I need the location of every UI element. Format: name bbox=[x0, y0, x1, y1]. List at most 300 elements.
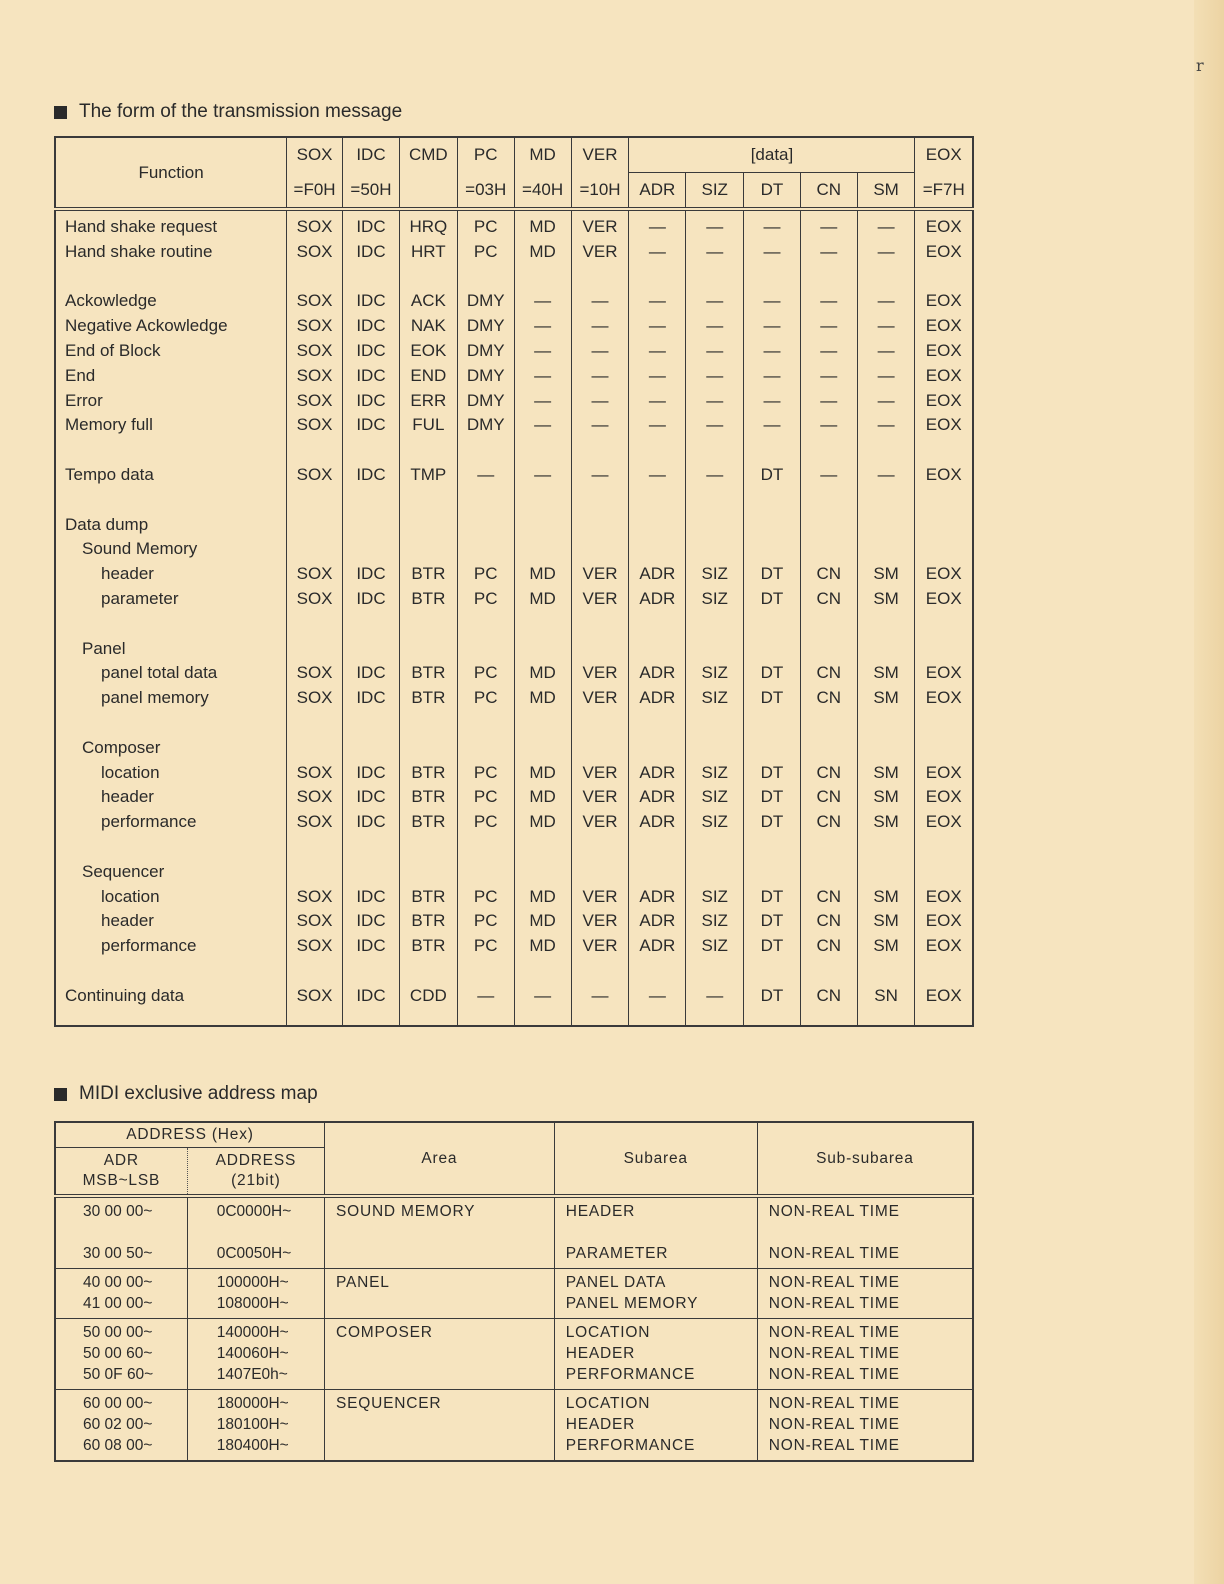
cell-sm: — bbox=[857, 463, 915, 488]
table-row bbox=[55, 364, 973, 389]
spacer-cell bbox=[399, 835, 457, 860]
cell-siz bbox=[686, 860, 744, 885]
spacer-cell bbox=[744, 711, 801, 736]
cell-idc bbox=[343, 860, 400, 885]
cell-eox: EOX bbox=[915, 240, 973, 265]
cell-cmd: END bbox=[399, 364, 457, 389]
subarea-cell: LOCATION bbox=[554, 1390, 757, 1415]
cell-idc: IDC bbox=[343, 413, 400, 438]
spacer-cell bbox=[857, 438, 915, 463]
cell-pc: PC bbox=[457, 810, 514, 835]
cell-cn: CN bbox=[800, 885, 857, 910]
cell-dt: — bbox=[744, 389, 801, 414]
cell-adr: ADR bbox=[629, 885, 686, 910]
cell-dt bbox=[744, 513, 801, 538]
spacer-row bbox=[55, 438, 973, 463]
spacer-cell bbox=[287, 438, 343, 463]
cell-cn: CN bbox=[800, 934, 857, 959]
padding-cell bbox=[744, 1009, 801, 1026]
spacer-cell bbox=[915, 835, 973, 860]
function-cell: location bbox=[55, 885, 287, 910]
cell-eox: EOX bbox=[915, 984, 973, 1009]
cell-sm: — bbox=[857, 209, 915, 240]
cell-idc: IDC bbox=[343, 314, 400, 339]
adr-cell: 40 00 00~ bbox=[55, 1269, 187, 1294]
cell-eox: EOX bbox=[915, 562, 973, 587]
cell-cn bbox=[800, 537, 857, 562]
spacer-cell bbox=[514, 711, 571, 736]
subarea-cell: HEADER bbox=[554, 1196, 757, 1243]
address-cell: 140000H~ bbox=[187, 1319, 324, 1344]
cell-sm: SM bbox=[857, 761, 915, 786]
subsubarea-cell: NON-REAL TIME bbox=[757, 1319, 973, 1344]
spacer-cell bbox=[287, 488, 343, 513]
cell-eox: EOX bbox=[915, 909, 973, 934]
address-map-table bbox=[54, 1121, 974, 1462]
cell-eox: EOX bbox=[915, 761, 973, 786]
spacer-cell bbox=[857, 711, 915, 736]
cell-ver bbox=[571, 860, 629, 885]
cell-dt: DT bbox=[744, 463, 801, 488]
cell-pc bbox=[457, 513, 514, 538]
cell-dt: — bbox=[744, 240, 801, 265]
cell-adr: ADR bbox=[629, 785, 686, 810]
adr-cell: 50 00 00~ bbox=[55, 1319, 187, 1344]
cell-siz: — bbox=[686, 463, 744, 488]
cell-sox bbox=[287, 736, 343, 761]
cell-sox: SOX bbox=[287, 389, 343, 414]
cell-adr bbox=[629, 513, 686, 538]
area-cell: PANEL bbox=[324, 1269, 554, 1319]
cell-cmd: HRQ bbox=[399, 209, 457, 240]
col-eox-value: =F7H bbox=[915, 173, 973, 210]
cell-md: — bbox=[514, 984, 571, 1009]
cell-dt bbox=[744, 860, 801, 885]
cell-ver bbox=[571, 513, 629, 538]
cell-idc: IDC bbox=[343, 934, 400, 959]
function-cell: Sequencer bbox=[55, 860, 287, 885]
cell-siz: — bbox=[686, 413, 744, 438]
col-area: Area bbox=[324, 1122, 554, 1196]
spacer-cell bbox=[457, 488, 514, 513]
spacer-cell bbox=[571, 438, 629, 463]
spacer-cell bbox=[571, 612, 629, 637]
cell-cn: — bbox=[800, 314, 857, 339]
cell-md: — bbox=[514, 289, 571, 314]
subsubarea-cell: NON-REAL TIME bbox=[757, 1243, 973, 1269]
cell-siz: SIZ bbox=[686, 761, 744, 786]
cell-siz: SIZ bbox=[686, 885, 744, 910]
section-title: The form of the transmission message bbox=[79, 101, 403, 122]
cell-sox: SOX bbox=[287, 885, 343, 910]
cell-cmd: BTR bbox=[399, 562, 457, 587]
table-row bbox=[55, 513, 973, 538]
cell-ver: — bbox=[571, 339, 629, 364]
padding-cell bbox=[629, 1009, 686, 1026]
spacer-cell bbox=[343, 265, 400, 290]
function-cell: Data dump bbox=[55, 513, 287, 538]
cell-cmd bbox=[399, 736, 457, 761]
section-title: MIDI exclusive address map bbox=[79, 1083, 318, 1104]
padding-cell bbox=[514, 1009, 571, 1026]
spacer-cell bbox=[55, 959, 287, 984]
cell-adr: ADR bbox=[629, 587, 686, 612]
cell-sm: — bbox=[857, 289, 915, 314]
cell-adr bbox=[629, 860, 686, 885]
spacer-cell bbox=[857, 612, 915, 637]
cell-pc: DMY bbox=[457, 389, 514, 414]
table-row bbox=[55, 1390, 973, 1415]
cell-siz: SIZ bbox=[686, 909, 744, 934]
cell-cmd: ACK bbox=[399, 289, 457, 314]
cell-sox: SOX bbox=[287, 984, 343, 1009]
cell-ver: — bbox=[571, 364, 629, 389]
table-row bbox=[55, 661, 973, 686]
bullet-square-icon bbox=[54, 106, 67, 119]
cell-cmd bbox=[399, 637, 457, 662]
cell-cn: — bbox=[800, 364, 857, 389]
cell-md: — bbox=[514, 389, 571, 414]
table-row bbox=[55, 209, 973, 240]
cell-cmd: BTR bbox=[399, 909, 457, 934]
function-cell: Panel bbox=[55, 637, 287, 662]
cell-eox bbox=[915, 860, 973, 885]
subarea-cell: LOCATION bbox=[554, 1319, 757, 1344]
cell-eox: EOX bbox=[915, 934, 973, 959]
col-adr bbox=[55, 1148, 187, 1197]
cell-cn: CN bbox=[800, 686, 857, 711]
cell-idc: IDC bbox=[343, 761, 400, 786]
adr-cell: 60 08 00~ bbox=[55, 1435, 187, 1461]
cell-eox: EOX bbox=[915, 661, 973, 686]
spacer-cell bbox=[514, 612, 571, 637]
col-pc: PC bbox=[457, 137, 514, 173]
spacer-cell bbox=[800, 612, 857, 637]
spacer-row bbox=[55, 612, 973, 637]
col-cmd: CMD bbox=[399, 137, 457, 173]
cell-idc: IDC bbox=[343, 240, 400, 265]
spacer-cell bbox=[399, 959, 457, 984]
spacer-cell bbox=[800, 959, 857, 984]
cell-siz: — bbox=[686, 240, 744, 265]
cell-eox: EOX bbox=[915, 364, 973, 389]
spacer-cell bbox=[629, 438, 686, 463]
cell-dt: DT bbox=[744, 562, 801, 587]
cell-cmd bbox=[399, 860, 457, 885]
subsubarea-cell: NON-REAL TIME bbox=[757, 1435, 973, 1461]
cell-siz: — bbox=[686, 209, 744, 240]
cell-idc bbox=[343, 736, 400, 761]
cell-sox: SOX bbox=[287, 289, 343, 314]
col-msb-lsb-label: MSB~LSB bbox=[82, 1172, 161, 1189]
cell-adr bbox=[629, 637, 686, 662]
spacer-cell bbox=[571, 265, 629, 290]
cell-cmd: CDD bbox=[399, 984, 457, 1009]
cell-sm: SM bbox=[857, 934, 915, 959]
cell-eox: EOX bbox=[915, 463, 973, 488]
spacer-cell bbox=[343, 438, 400, 463]
spacer-cell bbox=[686, 835, 744, 860]
spacer-cell bbox=[55, 711, 287, 736]
table-row bbox=[55, 637, 973, 662]
adr-cell: 60 00 00~ bbox=[55, 1390, 187, 1415]
subarea-cell: PANEL MEMORY bbox=[554, 1293, 757, 1319]
cell-idc bbox=[343, 537, 400, 562]
cell-ver: — bbox=[571, 463, 629, 488]
cell-eox: EOX bbox=[915, 785, 973, 810]
cell-md: — bbox=[514, 314, 571, 339]
cell-pc: PC bbox=[457, 240, 514, 265]
function-cell: Composer bbox=[55, 736, 287, 761]
spacer-cell bbox=[457, 612, 514, 637]
table-row bbox=[55, 860, 973, 885]
cell-ver bbox=[571, 736, 629, 761]
cell-pc: PC bbox=[457, 686, 514, 711]
table-row bbox=[55, 537, 973, 562]
cell-idc bbox=[343, 513, 400, 538]
spacer-cell bbox=[629, 711, 686, 736]
padding-cell bbox=[343, 1009, 400, 1026]
table-row bbox=[55, 339, 973, 364]
cell-cn: CN bbox=[800, 562, 857, 587]
cell-ver: VER bbox=[571, 909, 629, 934]
cell-md bbox=[514, 637, 571, 662]
cell-cn: CN bbox=[800, 810, 857, 835]
address-cell: 0C0000H~ bbox=[187, 1196, 324, 1243]
cell-adr: — bbox=[629, 339, 686, 364]
col-ver-value: =10H bbox=[571, 173, 629, 210]
cell-siz: SIZ bbox=[686, 934, 744, 959]
subsubarea-cell: NON-REAL TIME bbox=[757, 1269, 973, 1294]
cell-eox: EOX bbox=[915, 413, 973, 438]
cell-md: — bbox=[514, 463, 571, 488]
section-heading-transmission bbox=[54, 101, 402, 123]
spacer-row bbox=[55, 711, 973, 736]
spacer-cell bbox=[857, 488, 915, 513]
spacer-cell bbox=[744, 959, 801, 984]
cell-sm: SM bbox=[857, 785, 915, 810]
cell-sox: SOX bbox=[287, 587, 343, 612]
cell-idc: IDC bbox=[343, 389, 400, 414]
col-siz: SIZ bbox=[686, 173, 744, 210]
padding-cell bbox=[55, 1009, 287, 1026]
spacer-cell bbox=[744, 835, 801, 860]
cell-md: — bbox=[514, 413, 571, 438]
cell-dt: — bbox=[744, 339, 801, 364]
subsubarea-cell: NON-REAL TIME bbox=[757, 1364, 973, 1390]
cell-pc: DMY bbox=[457, 289, 514, 314]
adr-cell: 41 00 00~ bbox=[55, 1293, 187, 1319]
cell-cn: CN bbox=[800, 587, 857, 612]
cell-sm: SN bbox=[857, 984, 915, 1009]
cell-md: MD bbox=[514, 240, 571, 265]
col-dt: DT bbox=[744, 173, 801, 210]
function-cell: Hand shake request bbox=[55, 209, 287, 240]
col-function: Function bbox=[55, 137, 287, 209]
function-cell: header bbox=[55, 909, 287, 934]
spacer-cell bbox=[629, 488, 686, 513]
cell-adr: — bbox=[629, 289, 686, 314]
cell-cn bbox=[800, 860, 857, 885]
table-row bbox=[55, 909, 973, 934]
function-cell: Memory full bbox=[55, 413, 287, 438]
cell-sox: SOX bbox=[287, 810, 343, 835]
table-row bbox=[55, 413, 973, 438]
cell-cn: CN bbox=[800, 761, 857, 786]
cell-pc: — bbox=[457, 463, 514, 488]
spacer-cell bbox=[343, 612, 400, 637]
cell-cmd: BTR bbox=[399, 661, 457, 686]
cell-cmd: HRT bbox=[399, 240, 457, 265]
address-cell: 1407E0h~ bbox=[187, 1364, 324, 1390]
cell-siz bbox=[686, 513, 744, 538]
cell-md: MD bbox=[514, 587, 571, 612]
cell-sm: — bbox=[857, 364, 915, 389]
cell-eox: EOX bbox=[915, 289, 973, 314]
function-cell: panel memory bbox=[55, 686, 287, 711]
cell-idc: IDC bbox=[343, 587, 400, 612]
spacer-cell bbox=[457, 835, 514, 860]
table-row bbox=[55, 885, 973, 910]
col-address-label: ADDRESS bbox=[215, 1152, 297, 1169]
cell-ver: — bbox=[571, 289, 629, 314]
padding-row bbox=[55, 1009, 973, 1026]
cell-sox: SOX bbox=[287, 364, 343, 389]
subsubarea-cell: NON-REAL TIME bbox=[757, 1196, 973, 1243]
cell-idc: IDC bbox=[343, 289, 400, 314]
cell-sm bbox=[857, 736, 915, 761]
col-idc: IDC bbox=[343, 137, 400, 173]
cell-sox: SOX bbox=[287, 909, 343, 934]
table-row bbox=[55, 463, 973, 488]
spacer-cell bbox=[514, 438, 571, 463]
cell-dt: — bbox=[744, 364, 801, 389]
spacer-cell bbox=[399, 612, 457, 637]
cell-ver: VER bbox=[571, 761, 629, 786]
spacer-cell bbox=[287, 612, 343, 637]
area-cell: SOUND MEMORY bbox=[324, 1196, 554, 1269]
cell-md: MD bbox=[514, 909, 571, 934]
cell-cmd: EOK bbox=[399, 339, 457, 364]
spacer-cell bbox=[629, 612, 686, 637]
spacer-cell bbox=[343, 959, 400, 984]
cell-md bbox=[514, 513, 571, 538]
cell-dt: DT bbox=[744, 984, 801, 1009]
cell-siz: SIZ bbox=[686, 810, 744, 835]
cell-dt: — bbox=[744, 413, 801, 438]
table-row bbox=[55, 686, 973, 711]
function-cell: Ackowledge bbox=[55, 289, 287, 314]
spacer-cell bbox=[571, 959, 629, 984]
table-row bbox=[55, 984, 973, 1009]
cell-idc: IDC bbox=[343, 339, 400, 364]
cell-siz: SIZ bbox=[686, 562, 744, 587]
cell-cmd: ERR bbox=[399, 389, 457, 414]
table-row bbox=[55, 1196, 973, 1243]
cell-cn: CN bbox=[800, 909, 857, 934]
cell-sox: SOX bbox=[287, 314, 343, 339]
cell-cmd: BTR bbox=[399, 785, 457, 810]
cell-adr: ADR bbox=[629, 686, 686, 711]
cell-dt: DT bbox=[744, 761, 801, 786]
spacer-cell bbox=[457, 959, 514, 984]
cell-adr: — bbox=[629, 389, 686, 414]
cell-cmd: BTR bbox=[399, 587, 457, 612]
spacer-cell bbox=[686, 488, 744, 513]
cell-siz: SIZ bbox=[686, 686, 744, 711]
col-sm: SM bbox=[857, 173, 915, 210]
col-subsubarea: Sub-subarea bbox=[757, 1122, 973, 1196]
cell-pc: PC bbox=[457, 209, 514, 240]
cell-ver: VER bbox=[571, 810, 629, 835]
spacer-cell bbox=[629, 835, 686, 860]
cell-ver bbox=[571, 537, 629, 562]
table-row bbox=[55, 240, 973, 265]
cell-adr: — bbox=[629, 314, 686, 339]
cell-adr: ADR bbox=[629, 909, 686, 934]
cell-eox: EOX bbox=[915, 314, 973, 339]
function-cell: header bbox=[55, 785, 287, 810]
cell-ver: VER bbox=[571, 686, 629, 711]
col-md: MD bbox=[514, 137, 571, 173]
page-mark: r bbox=[1196, 56, 1204, 75]
transmission-message-table bbox=[54, 136, 974, 1027]
cell-sox: SOX bbox=[287, 761, 343, 786]
spacer-row bbox=[55, 265, 973, 290]
adr-cell: 50 0F 60~ bbox=[55, 1364, 187, 1390]
col-subarea: Subarea bbox=[554, 1122, 757, 1196]
cell-ver bbox=[571, 637, 629, 662]
area-cell: COMPOSER bbox=[324, 1319, 554, 1390]
spacer-cell bbox=[55, 488, 287, 513]
cell-md: MD bbox=[514, 785, 571, 810]
address-cell: 180100H~ bbox=[187, 1414, 324, 1435]
table-row bbox=[55, 289, 973, 314]
cell-siz: — bbox=[686, 314, 744, 339]
cell-sm: SM bbox=[857, 587, 915, 612]
cell-adr: ADR bbox=[629, 761, 686, 786]
col-adr: ADR bbox=[629, 173, 686, 210]
spacer-row bbox=[55, 959, 973, 984]
cell-eox bbox=[915, 736, 973, 761]
function-cell: header bbox=[55, 562, 287, 587]
cell-sox: SOX bbox=[287, 240, 343, 265]
section-heading-address-map bbox=[54, 1083, 318, 1105]
cell-siz bbox=[686, 736, 744, 761]
address-cell: 100000H~ bbox=[187, 1269, 324, 1294]
cell-pc: PC bbox=[457, 587, 514, 612]
spacer-cell bbox=[514, 835, 571, 860]
col-data-group: [data] bbox=[629, 137, 915, 173]
spacer-cell bbox=[287, 265, 343, 290]
cell-idc: IDC bbox=[343, 885, 400, 910]
cell-sox: SOX bbox=[287, 463, 343, 488]
cell-idc: IDC bbox=[343, 785, 400, 810]
cell-ver: VER bbox=[571, 587, 629, 612]
subarea-cell: HEADER bbox=[554, 1343, 757, 1364]
padding-cell bbox=[915, 1009, 973, 1026]
cell-dt: DT bbox=[744, 909, 801, 934]
cell-sox bbox=[287, 537, 343, 562]
function-cell: Hand shake routine bbox=[55, 240, 287, 265]
cell-cn bbox=[800, 513, 857, 538]
function-cell: Tempo data bbox=[55, 463, 287, 488]
cell-eox: EOX bbox=[915, 686, 973, 711]
cell-sm: — bbox=[857, 314, 915, 339]
cell-idc bbox=[343, 637, 400, 662]
cell-dt bbox=[744, 736, 801, 761]
cell-eox: EOX bbox=[915, 810, 973, 835]
